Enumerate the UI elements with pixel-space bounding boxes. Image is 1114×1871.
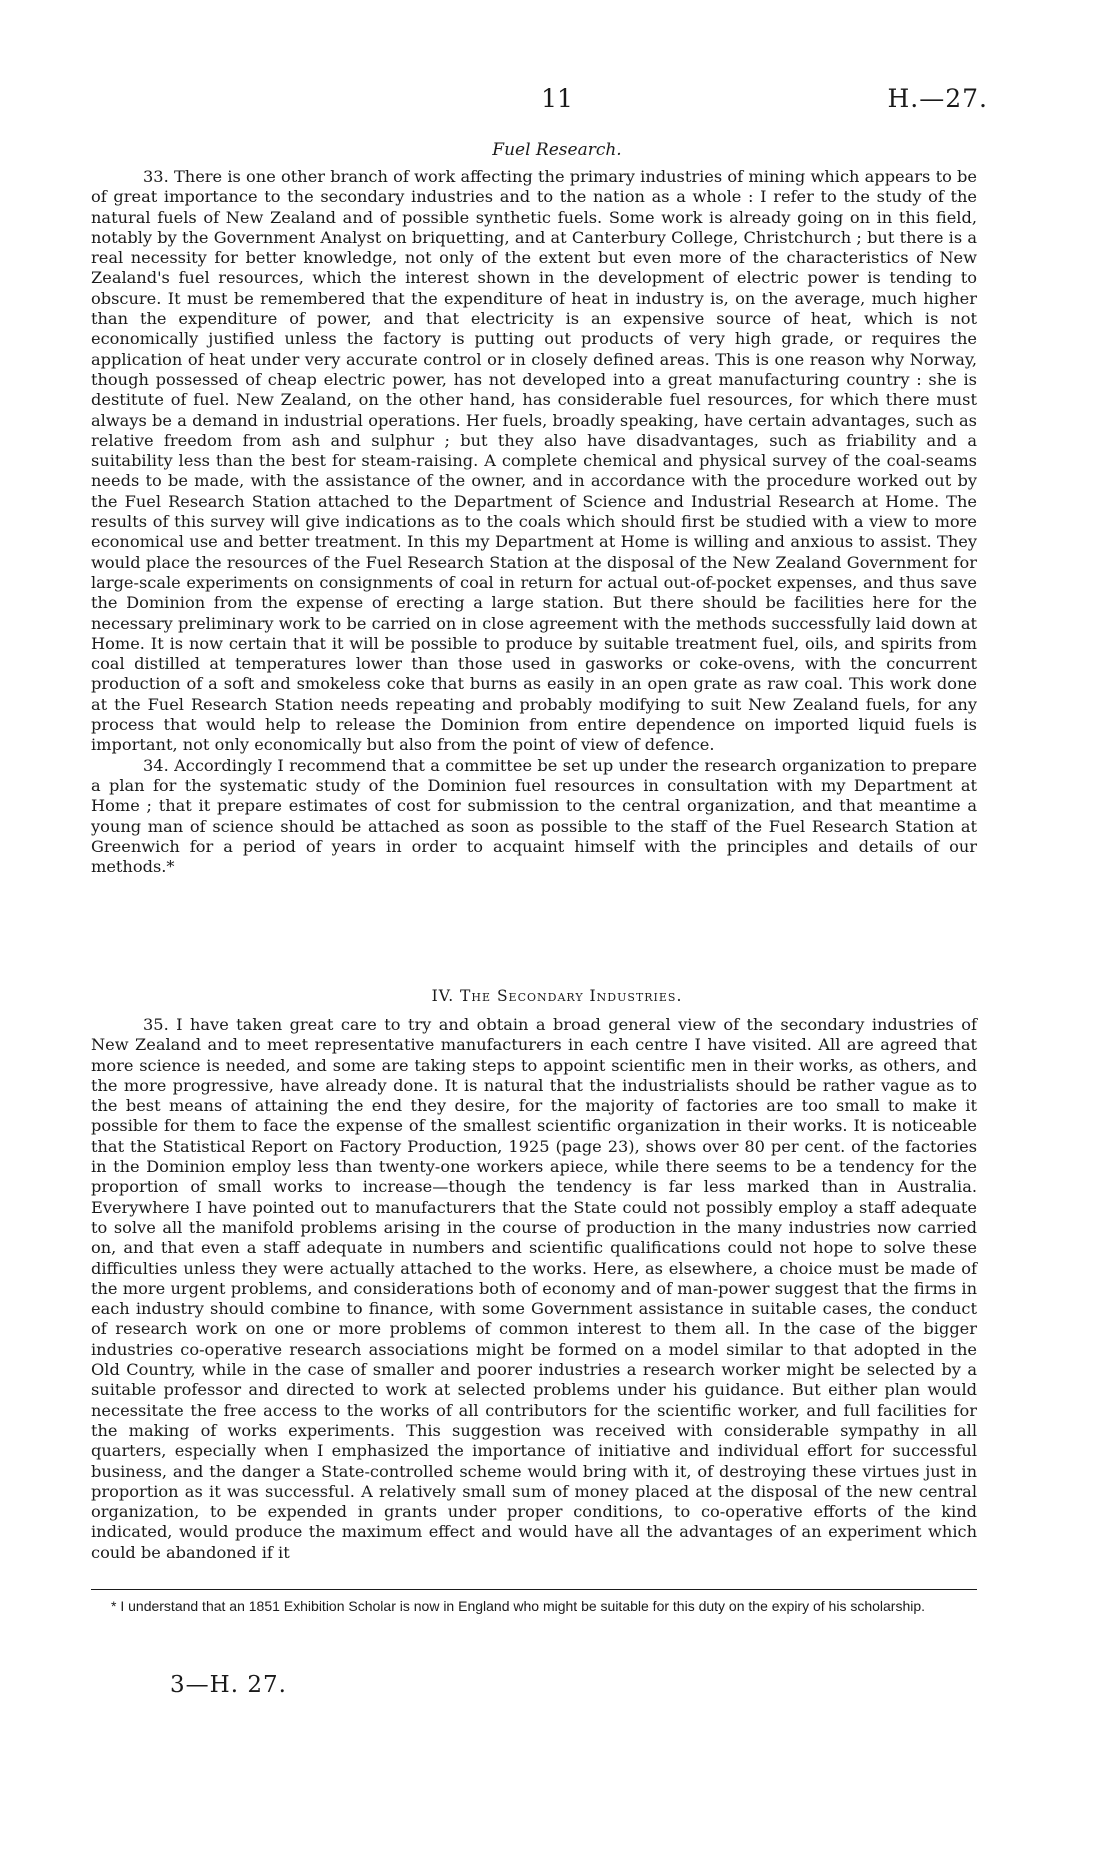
secondary-industries-body — [91, 1015, 977, 1563]
paragraph-35: 35. I have taken great care to try and obtain a broad general view of the secondary industries of New Zealand and to meet representative manufacturers in each centre I have visited. All are agreed that more science is needed, and some are taking steps to appoint scientific men in their works, as others, and the more progressive, have already done. It is natural that the industrialists should be rather vague as to the best means of attaining the end they desire, for the majority of factories are too small to make it possible for them to face the expense of the smallest scientific organization in their works. It is noticeable that the Statistical Report on Factory Production, 1925 (page 23), shows over 80 per cent. of the factories in the Dominion employ less than twenty-one workers apiece, while there seems to be a tendency for the proportion of small works to increase—though the tendency is far less marked than in Australia. Everywhere I have pointed out to manufacturers that the State could not possibly employ a staff adequate to solve all the manifold problems arising in the course of production in the many industries now carried on, and that even a staff adequate in numbers and scientific qualifications could not hope to solve these difficulties unless they were actually attached to the works. Here, as elsewhere, a choice must be made of the more urgent problems, and considerations both of economy and of man-power suggest that the firms in each industry should combine to finance, with some Government assistance in suitable cases, the conduct of research work on one or more problems of common interest to them all. In the case of the bigger industries co-operative research associations might be formed on a model similar to that adopted in the Old Country, while in the case of smaller and poorer industries a research worker might be selected by a suitable professor and directed to work at selected problems under his guidance. But either plan would necessitate the free access to the works of all contributors for the scientific worker, and full facilities for the making of works experiments. This suggestion was received with considerable sympathy in all quarters, especially when I emphasized the importance of initiative and individual effort for successful business, and the danger a State-controlled scheme would bring with it, of destroying these virtues just in proportion as it was successful. A relatively small sum of money placed at the disposal of the new central organization, to be expended in grants under proper conditions, to co-operative efforts of the kind indicated, would produce the maximum effect and would have all the advantages of an experiment which could be abandoned if it — [91, 1015, 977, 1562]
section-title-secondary-industries: IV. The Secondary Industries. — [431, 987, 683, 1005]
footnote-divider — [91, 1589, 977, 1590]
page-number: 11 — [541, 84, 573, 113]
paragraph-33: 33. There is one other branch of work affecting the primary industries of mining which appears to be of great importance to the secondary industries and to the nation as a whole : I refer to the study of the natural fuels of New Zealand and of possible synthetic fuels. Some work is already going on in this field, notably by the Government Analyst on briquetting, and at Canterbury College, Christchurch ; but there is a real necessity for better knowledge, not only of the extent but even more of the characteristics of New Zealand's fuel resources, which the interest shown in the development of electric power is tending to obscure. It must be remembered that the expenditure of heat in industry is, on the average, much higher than the expenditure of power, and that electricity is an expensive source of heat, which is not economically justified unless the factory is putting out products of very high grade, or requires the application of heat under very accurate control or in closely defined areas. This is one reason why Norway, though possessed of cheap electric power, has not developed into a great manufacturing country : she is destitute of fuel. New Zealand, on the other hand, has considerable fuel resources, for which there must always be a demand in industrial operations. Her fuels, broadly speaking, have certain advantages, such as relative freedom from ash and sulphur ; but they also have disadvantages, such as friability and a suitability less than the best for steam-raising. A complete chemical and physical survey of the coal-seams needs to be made, with the assistance of the owner, and in accordance with the procedure worked out by the Fuel Research Station attached to the Department of Science and Industrial Research at Home. The results of this survey will give indications as to the coals which should first be studied with a view to more economical use and better treatment. In this my Department at Home is willing and anxious to assist. They would place the resources of the Fuel Research Station at the disposal of the New Zealand Government for large-scale experiments on consignments of coal in return for actual out-of-pocket expenses, and thus save the Dominion from the expense of erecting a large station. But there should be facilities here for the necessary preliminary work to be carried on in close agreement with the methods successfully laid down at Home. It is now certain that it will be possible to produce by suitable treatment fuel, oils, and spirits from coal distilled at temperatures lower than those used in gasworks or coke-ovens, with the concurrent production of a soft and smokeless coke that burns as easily in an open grate as raw coal. This work done at the Fuel Research Station needs repeating and probably modifying to suit New Zealand fuels, for any process that would help to release the Dominion from entire dependence on imported liquid fuels is important, not only economically but also from the point of view of defence. — [91, 167, 977, 755]
footnote — [91, 1597, 977, 1616]
footnote-text: * I understand that an 1851 Exhibition Scholar is now in England who might be suitable for this duty on the expiry of his scholarship. — [111, 1598, 926, 1614]
paragraph-34: 34. Accordingly I recommend that a committee be set up under the research organization to prepare a plan for the systematic study of the Dominion fuel resources in consultation with my Department at Home ; that it prepare estimates of cost for submission to the central organization, and that meantime a young man of science should be attached as soon as possible to the staff of the Fuel Research Station at Greenwich for a period of years in order to acquaint himself with the principles and details of our methods.* — [91, 755, 977, 877]
document-reference: H.—27. — [887, 84, 988, 113]
signature-mark: 3—H. 27. — [170, 1672, 287, 1698]
section-title-fuel-research: Fuel Research. — [492, 140, 622, 160]
fuel-research-body — [91, 167, 977, 877]
